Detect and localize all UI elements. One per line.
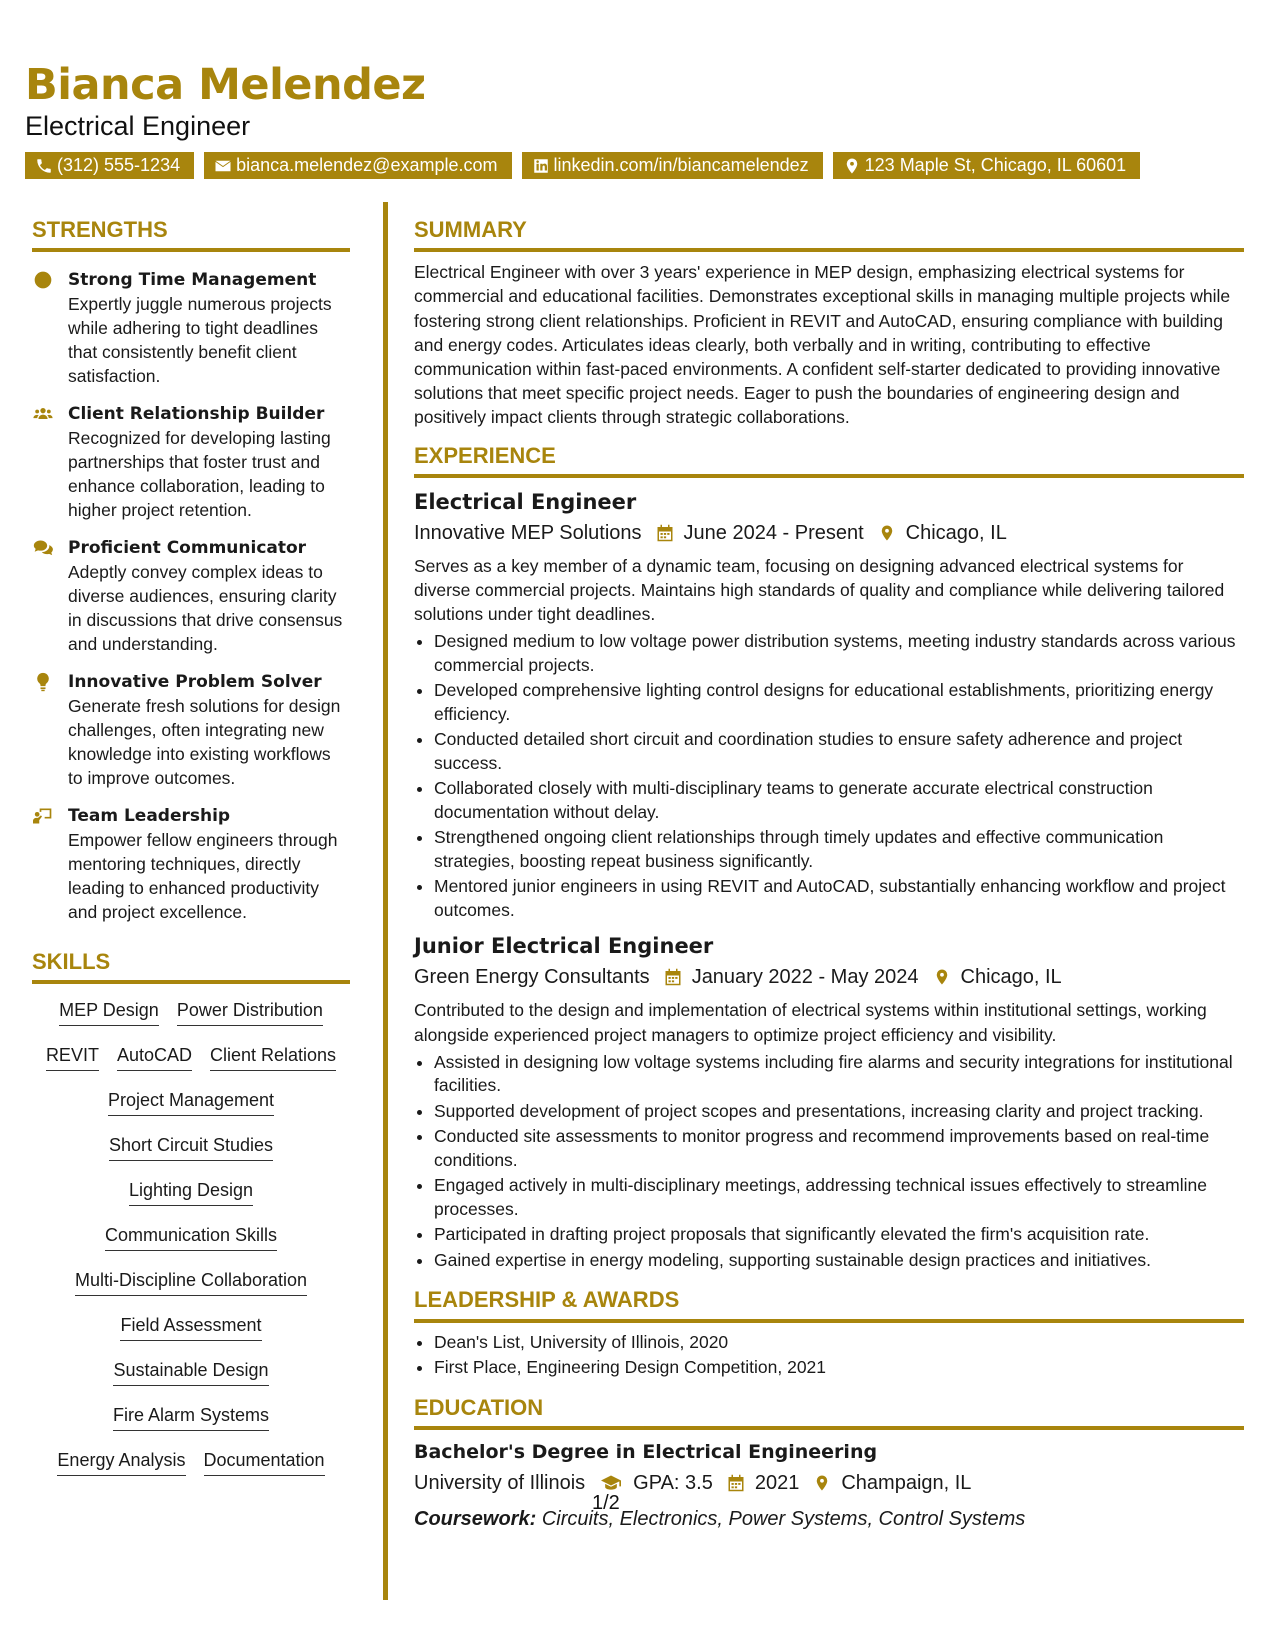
contact-email[interactable] xyxy=(204,152,511,179)
coursework-list: Circuits, Electronics, Power Systems, Control Systems xyxy=(541,1507,1026,1530)
list-item: • Strengthened ongoing client relationships through timely updates and effective communication strategies, boosting repeat business significantly. xyxy=(434,826,1244,873)
job-dates: January 2022 - May 2024 xyxy=(691,966,919,989)
skill-tag: Field Assessment xyxy=(120,1313,261,1341)
list-item: • Supported development of project scopes and presentations, increasing clarity and project tracking. xyxy=(434,1100,1244,1124)
job-location: Chicago, IL xyxy=(960,966,1062,989)
contact-linkedin[interactable] xyxy=(522,152,823,179)
experience-heading: EXPERIENCE xyxy=(414,444,1244,478)
job-bullets xyxy=(414,630,1244,922)
strength-title: Strong Time Management xyxy=(68,270,317,291)
calendar-icon xyxy=(727,1473,745,1493)
comments-icon xyxy=(32,538,54,558)
list-item: • Conducted detailed short circuit and coordination studies to ensure safety adherence and project success. xyxy=(434,728,1244,775)
skill-tag: Energy Analysis xyxy=(57,1448,185,1476)
calendar-icon xyxy=(656,523,674,543)
leadership-heading: LEADERSHIP & AWARDS xyxy=(414,1288,1244,1322)
skill-tag: Power Distribution xyxy=(177,998,323,1026)
map-pin-icon xyxy=(843,157,861,175)
skill-row xyxy=(32,1358,350,1403)
strengths-heading: STRENGTHS xyxy=(32,218,350,252)
strength-item xyxy=(32,536,350,656)
skill-row xyxy=(32,1178,350,1223)
skill-row xyxy=(32,1448,350,1493)
job-title: Electrical Engineer xyxy=(414,489,637,514)
skill-row xyxy=(32,1088,350,1133)
contact-bar xyxy=(25,152,1140,179)
strength-title: Client Relationship Builder xyxy=(68,404,325,425)
job-dates: June 2024 - Present xyxy=(683,521,864,544)
skill-row xyxy=(32,1223,350,1268)
strength-item xyxy=(32,670,350,790)
gpa: GPA: 3.5 xyxy=(633,1471,713,1494)
map-pin-icon xyxy=(813,1473,831,1493)
graduation-cap-icon xyxy=(599,1473,623,1493)
list-item: • Assisted in designing low voltage systems including fire alarms and security integrations for institutional facilities. xyxy=(434,1051,1244,1098)
contact-text: (312) 555-1234 xyxy=(57,155,181,175)
skill-tag: Client Relations xyxy=(210,1043,336,1071)
skill-tag: Multi-Discipline Collaboration xyxy=(75,1268,307,1296)
strength-desc: Generate fresh solutions for design challenges, often integrating new knowledge into existing workflows to improve outcomes. xyxy=(68,696,341,789)
map-pin-icon xyxy=(878,523,896,543)
right-column xyxy=(414,218,1244,1534)
skills-list xyxy=(32,998,350,1493)
strength-desc: Recognized for developing lasting partnerships that foster trust and enhance collaboration, leading to higher project retention. xyxy=(68,428,331,521)
skill-row xyxy=(32,1043,350,1088)
job-entry xyxy=(414,932,1244,1272)
contact-text: 123 Maple St, Chicago, IL 60601 xyxy=(864,155,1127,175)
envelope-icon xyxy=(214,157,232,175)
map-pin-icon xyxy=(933,967,951,987)
list-item: • Designed medium to low voltage power distribution systems, meeting industry standards across various commercial projects. xyxy=(434,630,1244,677)
education-heading: EDUCATION xyxy=(414,1396,1244,1430)
users-icon xyxy=(32,404,54,424)
skill-tag: MEP Design xyxy=(59,998,159,1026)
calendar-icon xyxy=(664,967,682,987)
school-name: University of Illinois xyxy=(414,1471,586,1494)
job-description: Contributed to the design and implementation of electrical systems within institutional settings, working alongside experienced project managers to optimize project efficiency and visibility. xyxy=(414,1000,1207,1045)
skill-row xyxy=(32,998,350,1043)
lightbulb-icon xyxy=(32,672,54,692)
school-location: Champaign, IL xyxy=(841,1471,972,1494)
column-divider xyxy=(383,202,388,1600)
list-item: • Engaged actively in multi-disciplinary meetings, addressing technical issues effectively to streamline processes. xyxy=(434,1174,1244,1221)
page-number: 1/2 xyxy=(592,1492,620,1514)
job-entry xyxy=(414,488,1244,923)
strength-desc: Adeptly convey complex ideas to diverse audiences, ensuring clarity in discussions that drive consensus and understanding. xyxy=(68,562,343,655)
clock-icon xyxy=(32,270,54,290)
list-item: • Gained expertise in energy modeling, supporting sustainable design practices and initiatives. xyxy=(434,1249,1244,1273)
list-item: • Conducted site assessments to monitor progress and recommend improvements based on real-time conditions. xyxy=(434,1125,1244,1172)
phone-icon xyxy=(35,157,53,175)
list-item: • Collaborated closely with multi-disciplinary teams to generate accurate electrical construction documentation without delay. xyxy=(434,777,1244,824)
skill-tag: Lighting Design xyxy=(129,1178,253,1206)
list-item: • Dean's List, University of Illinois, 2020 xyxy=(434,1331,1244,1355)
list-item: • First Place, Engineering Design Competition, 2021 xyxy=(434,1356,1244,1380)
skill-tag: Project Management xyxy=(108,1088,274,1116)
summary-heading: SUMMARY xyxy=(414,218,1244,252)
list-item: • Developed comprehensive lighting control designs for educational establishments, prioritizing energy efficiency. xyxy=(434,679,1244,726)
job-description: Serves as a key member of a dynamic team, focusing on designing advanced electrical systems for diverse commercial projects. Maintains high standards of quality and compliance while delivering tailored solutions under tight deadlines. xyxy=(414,555,1225,625)
graduation-year: 2021 xyxy=(754,1471,800,1494)
job-meta xyxy=(414,518,1244,548)
skill-tag: Fire Alarm Systems xyxy=(113,1403,269,1431)
strength-desc: Expertly juggle numerous projects while adhering to tight deadlines that consistently benefit client satisfaction. xyxy=(68,294,332,387)
leadership-list xyxy=(414,1331,1244,1380)
coursework xyxy=(414,1504,1244,1534)
job-company: Innovative MEP Solutions xyxy=(414,521,642,544)
chalkboard-teacher-icon xyxy=(32,806,54,826)
skill-tag: Short Circuit Studies xyxy=(109,1133,273,1161)
skill-row xyxy=(32,1313,350,1358)
contact-text: bianca.melendez@example.com xyxy=(236,155,498,175)
job-bullets xyxy=(414,1051,1244,1273)
skill-row xyxy=(32,1403,350,1448)
degree-title: Bachelor's Degree in Electrical Engineering xyxy=(414,1440,878,1463)
contact-phone[interactable] xyxy=(25,152,194,179)
left-column xyxy=(32,218,350,1493)
contact-address xyxy=(833,152,1141,179)
skill-tag: Documentation xyxy=(204,1448,325,1476)
skill-tag: AutoCAD xyxy=(117,1043,192,1071)
coursework-label: Coursework: xyxy=(414,1507,537,1530)
linkedin-icon xyxy=(532,157,550,175)
education-meta xyxy=(414,1468,1244,1498)
contact-text: linkedin.com/in/biancamelendez xyxy=(553,155,809,175)
strength-item xyxy=(32,268,350,388)
skill-row xyxy=(32,1133,350,1178)
summary-text: Electrical Engineer with over 3 years' experience in MEP design, emphasizing electrical systems for commercial and educational facilities. Demonstrates exceptional skills in managing multiple projects while fostering strong client relationships. Proficient in REVIT and AutoCAD, ensuring compliance with building and energy codes. Articulates ideas clearly, both verbally and in writing, contributing to effective communication within fast-paced environments. A confident self-starter dedicated to providing innovative solutions that meet specific project needs. Eager to push the boundaries of engineering design and positively impact clients through strategic collaborations. xyxy=(414,262,1231,428)
job-meta xyxy=(414,962,1244,992)
job-company: Green Energy Consultants xyxy=(414,966,650,989)
strength-title: Team Leadership xyxy=(68,806,231,827)
list-item: • Participated in drafting project proposals that significantly elevated the firm's acquisition rate. xyxy=(434,1223,1244,1247)
candidate-name: Bianca Melendez xyxy=(25,60,426,110)
candidate-title: Electrical Engineer xyxy=(25,111,251,141)
skill-tag: REVIT xyxy=(46,1043,99,1071)
skill-row xyxy=(32,1268,350,1313)
strength-desc: Empower fellow engineers through mentoring techniques, directly leading to enhanced productivity and project excellence. xyxy=(68,830,338,923)
skill-tag: Sustainable Design xyxy=(113,1358,268,1386)
list-item: • Mentored junior engineers in using REVIT and AutoCAD, substantially enhancing workflow and project outcomes. xyxy=(434,875,1244,922)
strength-title: Proficient Communicator xyxy=(68,538,307,559)
strength-title: Innovative Problem Solver xyxy=(68,672,322,693)
strength-item xyxy=(32,402,350,522)
job-title: Junior Electrical Engineer xyxy=(414,934,714,959)
strength-item xyxy=(32,804,350,924)
skill-tag: Communication Skills xyxy=(105,1223,277,1251)
skills-heading: SKILLS xyxy=(32,950,350,984)
job-location: Chicago, IL xyxy=(905,521,1007,544)
